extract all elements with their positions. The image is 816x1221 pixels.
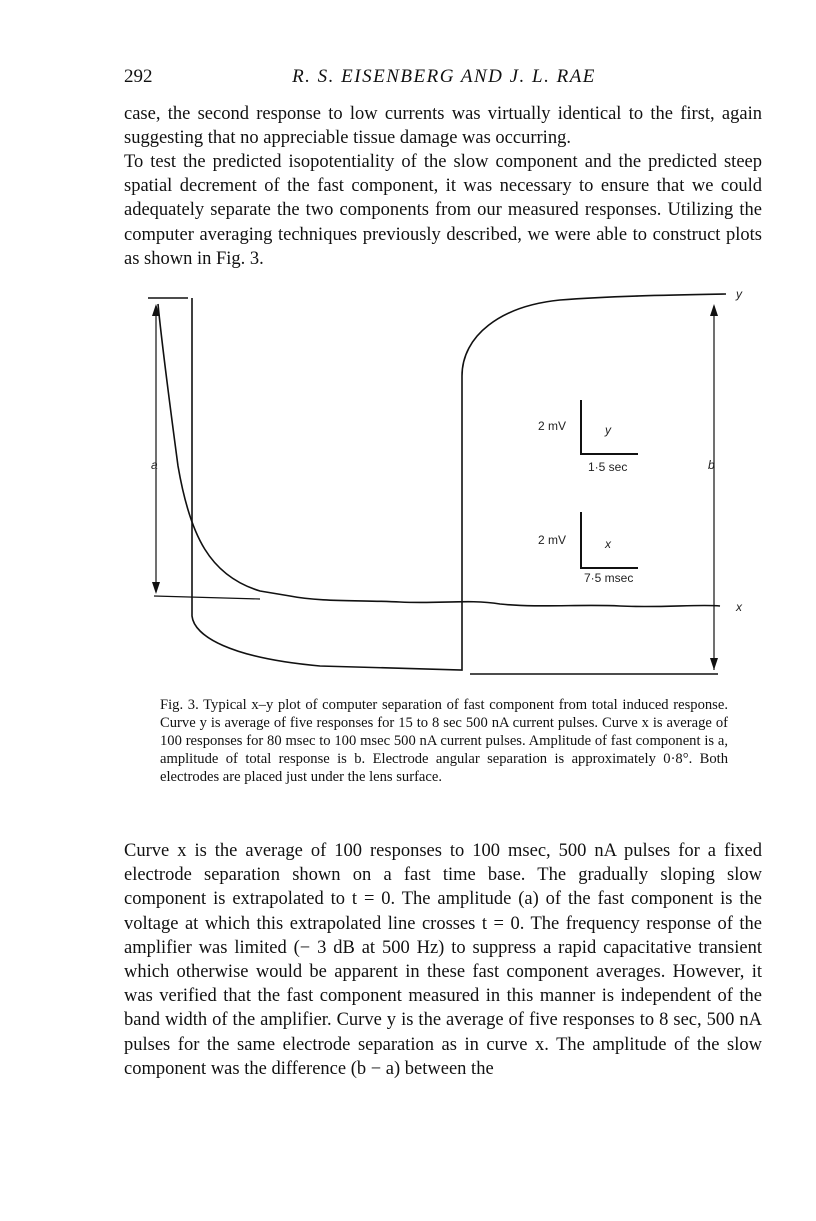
figure-3-plot bbox=[140, 286, 760, 686]
paragraph-curve-description: Curve x is the average of 100 responses to 100 msec, 500 nA pulses for a fixed electrode separation shown on a fast time base. The gradually sloping slow component is extrapolated to t = 0. The amplitude (a) of the fast component is the voltage at which this extrapolated line crosses t = 0. The frequency response of the amplifier was limited (− 3 dB at 500 Hz) to suppress a rapid capacitative transient which otherwise would be apparent in these fast component averages. However, it was verified that the fast component measured in this manner is independent of the band width of the amplifier. Curve y is the average of five responses to 8 sec, 500 nA pulses for the same electrode separation as in curve x. The amplitude of the slow component was the difference (b − a) between the bbox=[124, 841, 762, 1079]
scale-x-time: 7·5 msec bbox=[584, 571, 634, 585]
curve-y-line bbox=[192, 294, 726, 670]
arrow-a-head-bottom bbox=[152, 582, 160, 594]
arrow-b-head-bottom bbox=[710, 658, 718, 670]
arrow-b-head-top bbox=[710, 304, 718, 316]
page-header bbox=[124, 66, 764, 96]
scale-x-curve: x bbox=[605, 537, 611, 551]
extrapolated-line bbox=[154, 596, 260, 599]
paragraph-continuation: case, the second response to low currents was virtually identical to the first, again suggesting that no appreciable tissue damage was occurring. bbox=[124, 104, 762, 149]
paragraph-fig3-intro: To test the predicted isopotentiality of the slow component and the predicted steep spatial decrement of the fast component, it was necessary to ensure that we could adequately separate the two components from our measured responses. Utilizing the computer averaging techniques previously described, we were able to construct plots as shown in Fig. 3. bbox=[124, 152, 762, 269]
scale-y-curve: y bbox=[605, 423, 611, 437]
label-a: a bbox=[151, 458, 158, 472]
scale-y-voltage: 2 mV bbox=[538, 419, 567, 433]
curve-x-line bbox=[148, 298, 720, 607]
running-title: R. S. EISENBERG AND J. L. RAE bbox=[292, 66, 596, 87]
scale-y-time: 1·5 sec bbox=[588, 460, 628, 474]
label-curve-x: x bbox=[736, 600, 742, 614]
label-b: b bbox=[708, 458, 715, 472]
label-curve-y: y bbox=[736, 287, 742, 301]
figure-caption: Fig. 3. Typical x–y plot of computer separation of fast component from total induced response. Curve y is average of five responses for 15 to 8 sec 500 nA current pulses. Curve x is average of 100 responses for 80 msec to 100 msec 500 nA current pulses. Amplitude of fast component is a, amplitude of total response is b. Electrode angular separation is approximately 0·8°. Both electrodes are placed just under the lens surface. bbox=[160, 697, 728, 785]
scale-x-voltage: 2 mV bbox=[538, 533, 567, 547]
page-number: 292 bbox=[124, 66, 153, 87]
figure-3 bbox=[140, 286, 760, 686]
